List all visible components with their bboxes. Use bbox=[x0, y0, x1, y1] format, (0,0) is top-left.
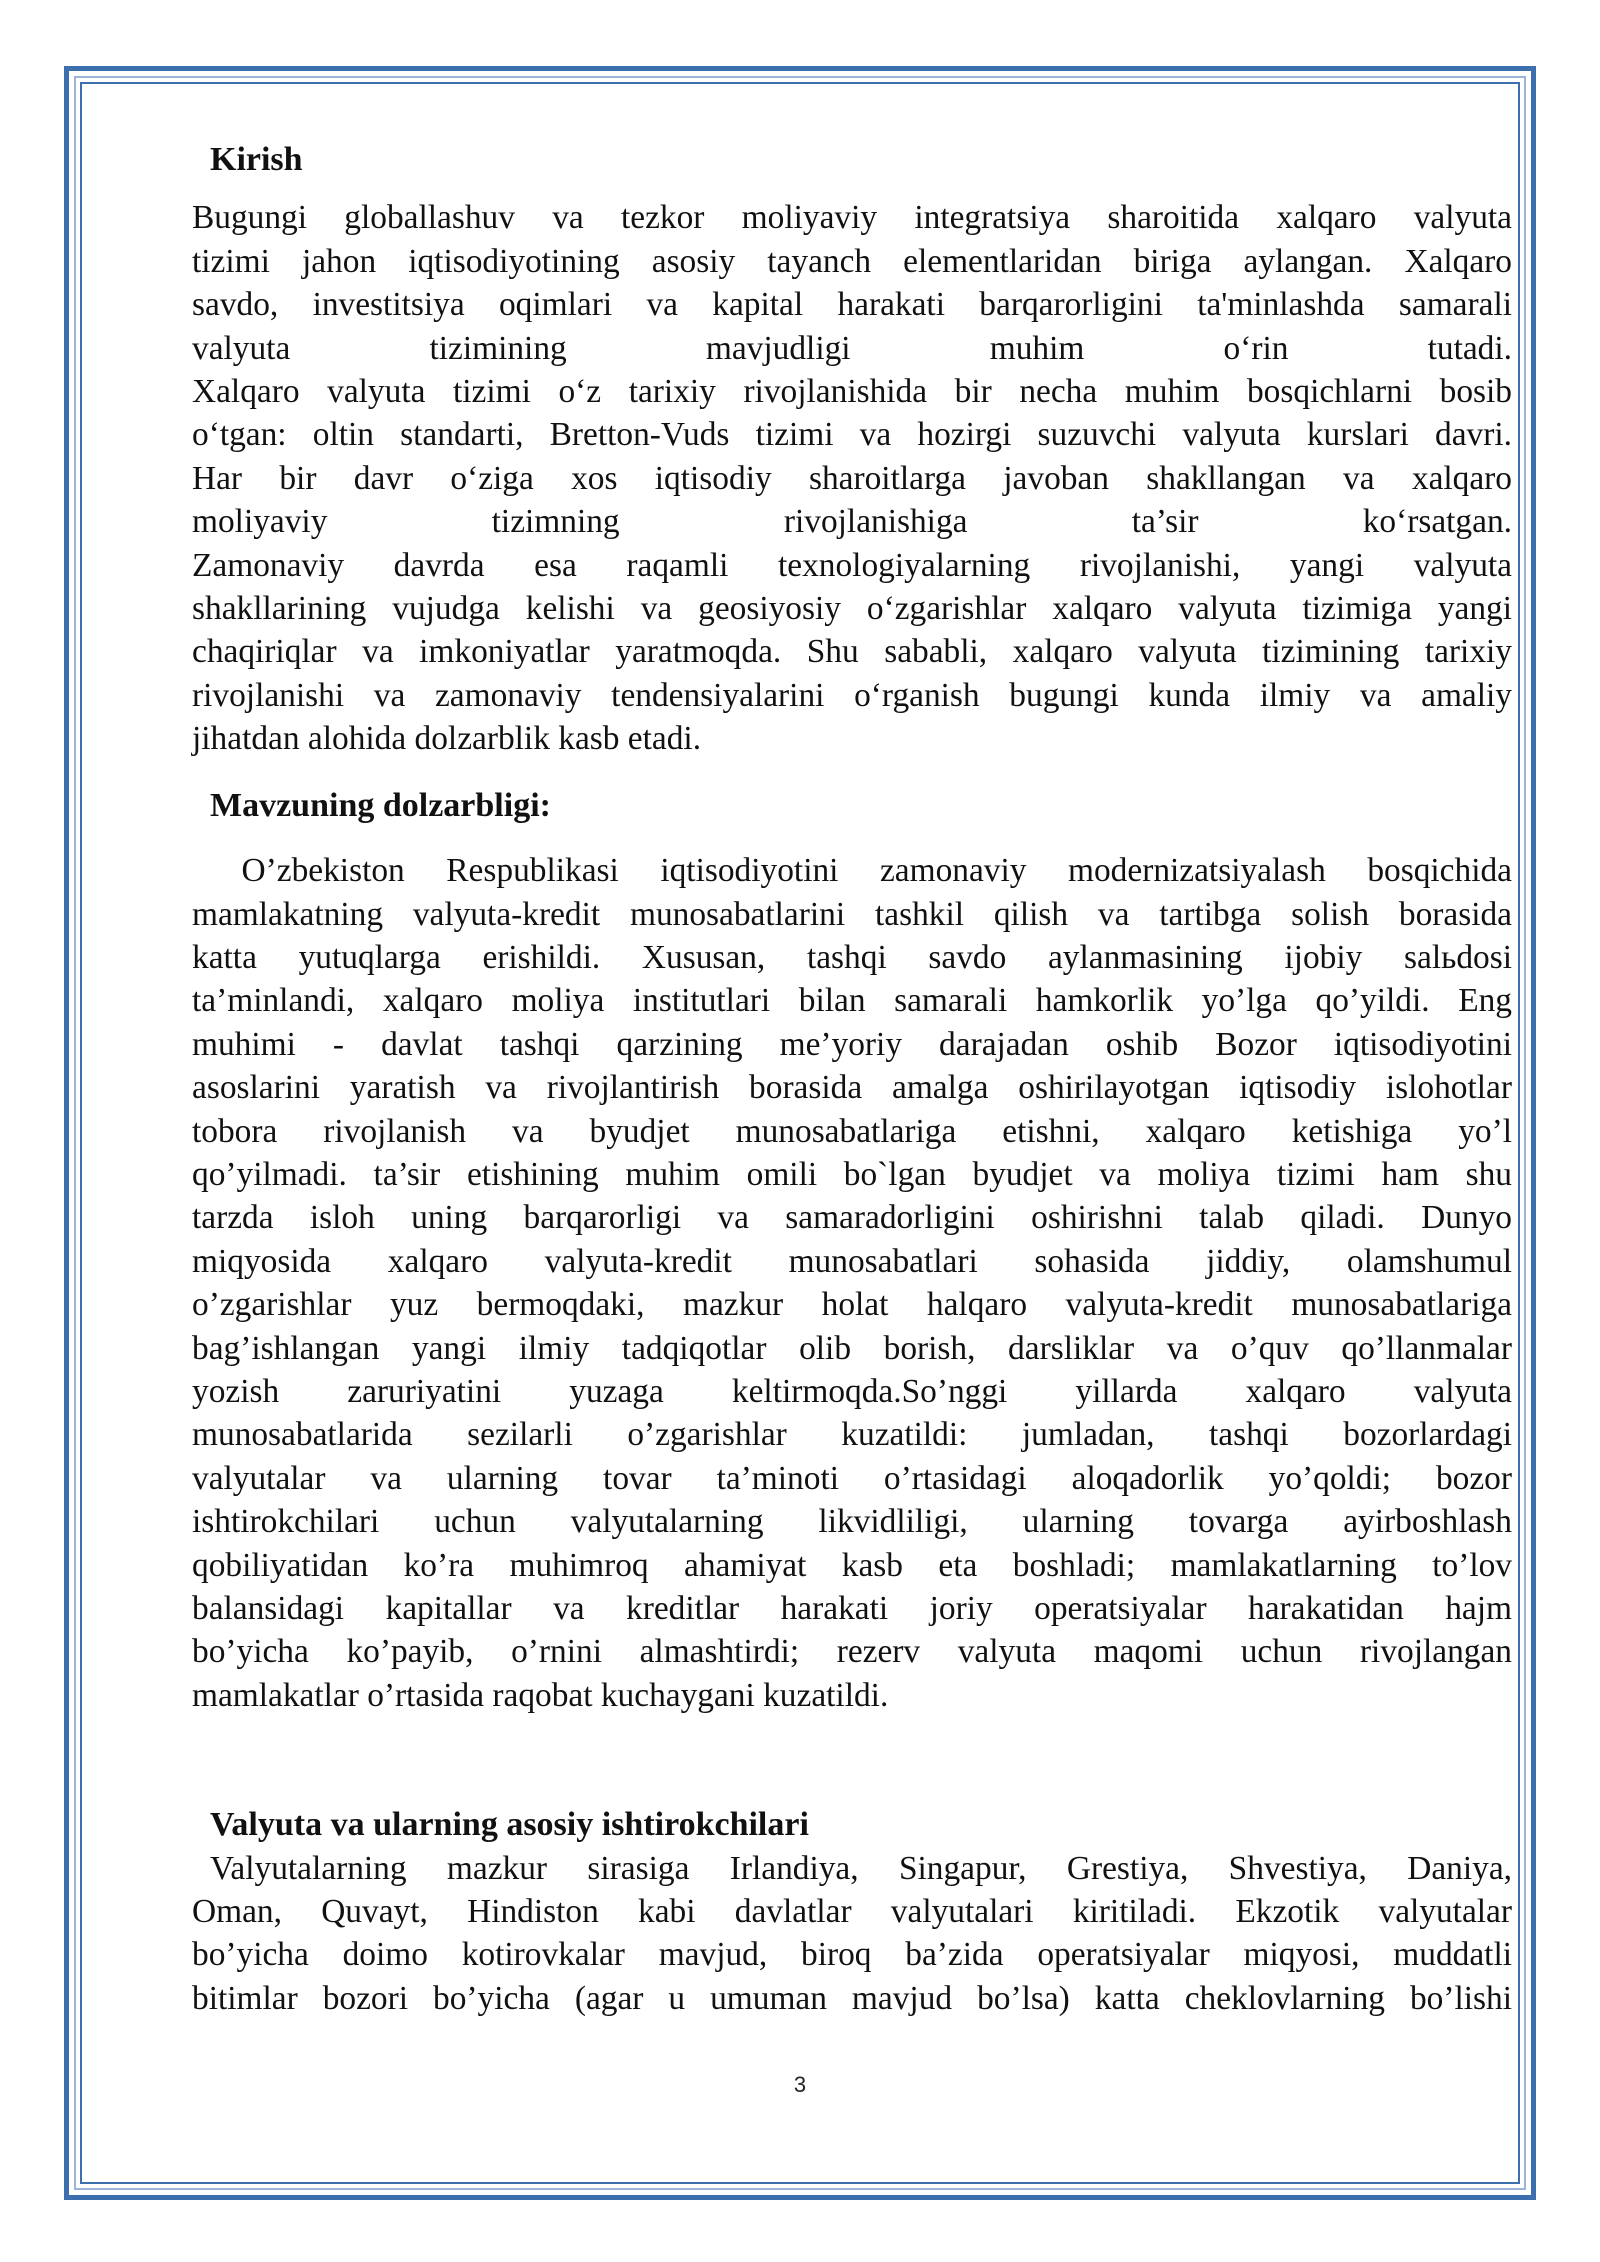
relevance-line: yozish zaruriyatini yuzaga keltirmoqda.So’nggi yillarda xalqaro valyuta bbox=[192, 1372, 1512, 1410]
participants-line: bitimlar bozori bo’yicha (agar u umuman mavjud bo’lsa) katta cheklovlarning bo’lishi bbox=[192, 1979, 1512, 2017]
page-number: 3 bbox=[793, 2072, 807, 2097]
paragraph-participants bbox=[192, 1847, 1512, 2021]
relevance-line: miqyosida xalqaro valyuta-kredit munosabatlari sohasida jiddiy, olamshumul bbox=[192, 1242, 1512, 1280]
relevance-line: qobiliyatidan ko’ra muhimroq ahamiyat kasb eta boshladi; mamlakatlarning to’lov bbox=[192, 1546, 1512, 1584]
intro-line: chaqiriqlar va imkoniyatlar yaratmoqda. Shu sababli, xalqaro valyuta tizimining tarixiy bbox=[192, 633, 1512, 671]
intro-line: rivojlanishi va zamonaviy tendensiyalarini o‘rganish bugungi kunda ilmiy va amaliy bbox=[192, 676, 1512, 714]
relevance-line: bag’ishlangan yangi ilmiy tadqiqotlar olib borish, darsliklar va o’quv qo’llanmalar bbox=[192, 1329, 1512, 1367]
paragraph-relevance bbox=[192, 849, 1512, 1717]
relevance-line: katta yutuqlarga erishildi. Xususan, tashqi savdo aylanmasining ijobiy salьdosi bbox=[192, 938, 1512, 976]
heading-intro: Kirish bbox=[210, 141, 303, 178]
intro-line: jihatdan alohida dolzarblik kasb etadi. bbox=[192, 720, 702, 758]
paragraph-intro bbox=[192, 196, 1512, 760]
intro-line: savdo, investitsiya oqimlari va kapital harakati barqarorligini ta'minlashda samarali bbox=[192, 286, 1512, 324]
participants-line: Oman, Quvayt, Hindiston kabi davlatlar valyutalari kiritiladi. Ekzotik valyutalar bbox=[192, 1893, 1512, 1931]
relevance-line: tarzda isloh uning barqarorligi va samaradorligini oshirishni talab qiladi. Dunyo bbox=[192, 1199, 1512, 1237]
relevance-line: ta’minlandi, xalqaro moliya institutlari bilan samarali hamkorlik yo’lga qo’yildi. Eng bbox=[192, 982, 1512, 1020]
intro-line: Bugungi globallashuv va tezkor moliyaviy integratsiya sharoitida xalqaro valyuta bbox=[192, 199, 1512, 237]
heading-relevance: Mavzuning dolzarbligi: bbox=[210, 786, 551, 824]
heading-participants: Valyuta va ularning asosiy ishtirokchilari bbox=[210, 1806, 809, 1844]
relevance-line: valyutalar va ularning tovar ta’minoti o’rtasidagi aloqadorlik yo’qoldi; bozor bbox=[192, 1459, 1512, 1497]
participants-line: Valyutalarning mazkur sirasiga Irlandiya, Singapur, Grestiya, Shvestiya, Daniya, bbox=[210, 1849, 1512, 1887]
intro-line: moliyaviy tizimning rivojlanishiga ta’sir ko‘rsatgan. bbox=[192, 503, 1512, 541]
intro-line: Zamonaviy davrda esa raqamli texnologiyalarning rivojlanishi, yangi valyuta bbox=[192, 546, 1512, 584]
relevance-line: mamlakatlar o’rtasida raqobat kuchaygani kuzatildi. bbox=[192, 1676, 889, 1714]
relevance-line: munosabatlarida sezilarli o’zgarishlar kuzatildi: jumladan, tashqi bozorlardagi bbox=[192, 1416, 1512, 1454]
relevance-line: mamlakatning valyuta-kredit munosabatlarini tashkil qilish va tartibga solish borasida bbox=[192, 895, 1512, 933]
intro-line: tizimi jahon iqtisodiyotining asosiy tayanch elementlaridan biriga aylangan. Xalqaro bbox=[192, 242, 1512, 280]
document-body bbox=[192, 130, 1512, 2020]
relevance-line: bo’yicha ko’payib, o’rnini almashtirdi; rezerv valyuta maqomi uchun rivojlangan bbox=[192, 1633, 1512, 1671]
relevance-line: muhimi - davlat tashqi qarzining me’yoriy darajadan oshib Bozor iqtisodiyotini bbox=[192, 1025, 1512, 1063]
relevance-line: tobora rivojlanish va byudjet munosabatlariga etishni, xalqaro ketishiga yo’l bbox=[192, 1112, 1512, 1150]
intro-line: Har bir davr o‘ziga xos iqtisodiy sharoitlarga javoban shakllangan va xalqaro bbox=[192, 459, 1512, 497]
intro-line: valyuta tizimining mavjudligi muhim o‘rin tutadi. bbox=[192, 329, 1512, 367]
relevance-line: qo’yilmadi. ta’sir etishining muhim omili bo`lgan byudjet va moliya tizimi ham shu bbox=[192, 1155, 1512, 1193]
intro-line: o‘tgan: oltin standarti, Bretton-Vuds tizimi va hozirgi suzuvchi valyuta kurslari davri. bbox=[192, 416, 1512, 454]
relevance-line: asoslarini yaratish va rivojlantirish borasida amalga oshirilayotgan iqtisodiy islohotlar bbox=[192, 1069, 1512, 1107]
relevance-line: o’zgarishlar yuz bermoqdaki, mazkur holat halqaro valyuta-kredit munosabatlariga bbox=[192, 1286, 1512, 1324]
participants-line: bo’yicha doimo kotirovkalar mavjud, biroq ba’zida operatsiyalar miqyosi, muddatli bbox=[192, 1936, 1512, 1974]
relevance-line: O’zbekiston Respublikasi iqtisodiyotini zamonaviy modernizatsiyalash bosqichida bbox=[200, 852, 1512, 890]
intro-line: Xalqaro valyuta tizimi o‘z tarixiy rivojlanishida bir necha muhim bosqichlarni bosib bbox=[192, 373, 1512, 411]
relevance-line: balansidagi kapitallar va kreditlar harakati joriy operatsiyalar harakatidan hajm bbox=[192, 1590, 1512, 1627]
intro-line: shakllarining vujudga kelishi va geosiyosiy o‘zgarishlar xalqaro valyuta tizimiga yangi bbox=[192, 590, 1512, 628]
relevance-line: ishtirokchilari uchun valyutalarning likvidliligi, ularning tovarga ayirboshlash bbox=[192, 1503, 1512, 1541]
